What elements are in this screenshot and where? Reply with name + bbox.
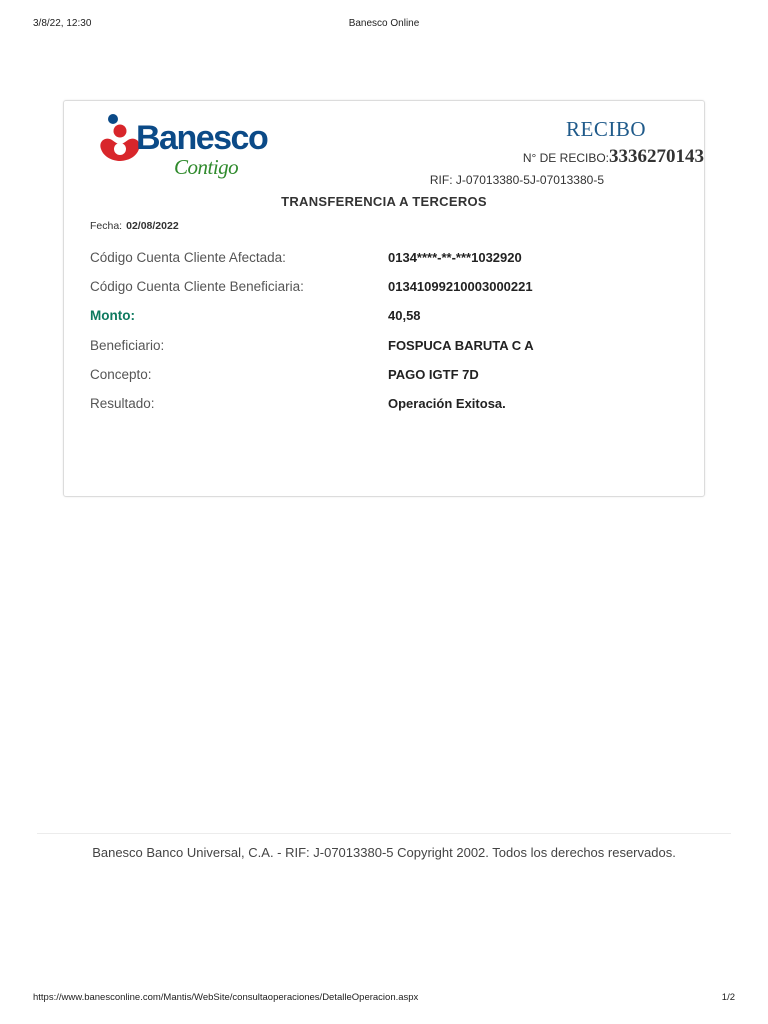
print-header bbox=[0, 18, 768, 32]
amount-label: Monto: bbox=[90, 308, 135, 324]
amount-value: 40,58 bbox=[388, 308, 421, 324]
receipt-number-label: N° DE RECIBO: bbox=[522, 151, 609, 165]
receipt-rif: RIF: J-07013380-5J-07013380-5 bbox=[429, 173, 604, 187]
print-page-title: Banesco Online bbox=[348, 18, 420, 29]
detail-value: 01341099210003000221 bbox=[388, 279, 533, 295]
site-footer: Banesco Banco Universal, C.A. - RIF: J-07013380-5 Copyright 2002. Todos los derechos reservados. bbox=[92, 845, 676, 860]
operation-title: TRANSFERENCIA A TERCEROS bbox=[281, 194, 487, 209]
detail-row bbox=[90, 367, 690, 396]
receipt-title: RECIBO bbox=[565, 117, 646, 141]
detail-rows bbox=[90, 250, 690, 425]
banesco-logo bbox=[96, 109, 286, 187]
detail-label: Código Cuenta Cliente Afectada: bbox=[90, 250, 286, 265]
detail-label: Beneficiario: bbox=[90, 337, 165, 353]
print-page-count: 1/2 bbox=[721, 992, 735, 1003]
detail-row bbox=[90, 396, 690, 425]
detail-value: FOSPUCA BARUTA C A bbox=[388, 337, 534, 353]
result-value: Operación Exitosa. bbox=[388, 395, 506, 411]
logo-wordmark: Banesco bbox=[136, 119, 268, 157]
date-label: Fecha: bbox=[90, 220, 123, 232]
detail-label: Resultado: bbox=[90, 395, 155, 411]
print-url: https://www.banesconline.com/Mantis/WebSite/consultaoperaciones/DetalleOperacion.aspx bbox=[33, 992, 419, 1003]
detail-label: Código Cuenta Cliente Beneficiaria: bbox=[90, 279, 304, 295]
date-value: 02/08/2022 bbox=[126, 220, 179, 232]
logo-tagline: Contigo bbox=[174, 155, 239, 179]
detail-label: Concepto: bbox=[90, 366, 152, 382]
footer-divider bbox=[37, 833, 731, 834]
detail-value: PAGO IGTF 7D bbox=[388, 366, 479, 382]
print-footer bbox=[0, 992, 768, 1006]
detail-row bbox=[90, 250, 690, 279]
print-date: 3/8/22, 12:30 bbox=[33, 18, 92, 29]
receipt-number: 3336270143 bbox=[609, 146, 704, 167]
detail-row bbox=[90, 338, 690, 367]
detail-row bbox=[90, 308, 690, 337]
date-row bbox=[90, 220, 179, 232]
receipt-number-row bbox=[523, 146, 704, 168]
detail-row bbox=[90, 279, 690, 308]
receipt-card bbox=[63, 100, 705, 497]
detail-value: 0134****-**-***1032920 bbox=[388, 250, 522, 265]
